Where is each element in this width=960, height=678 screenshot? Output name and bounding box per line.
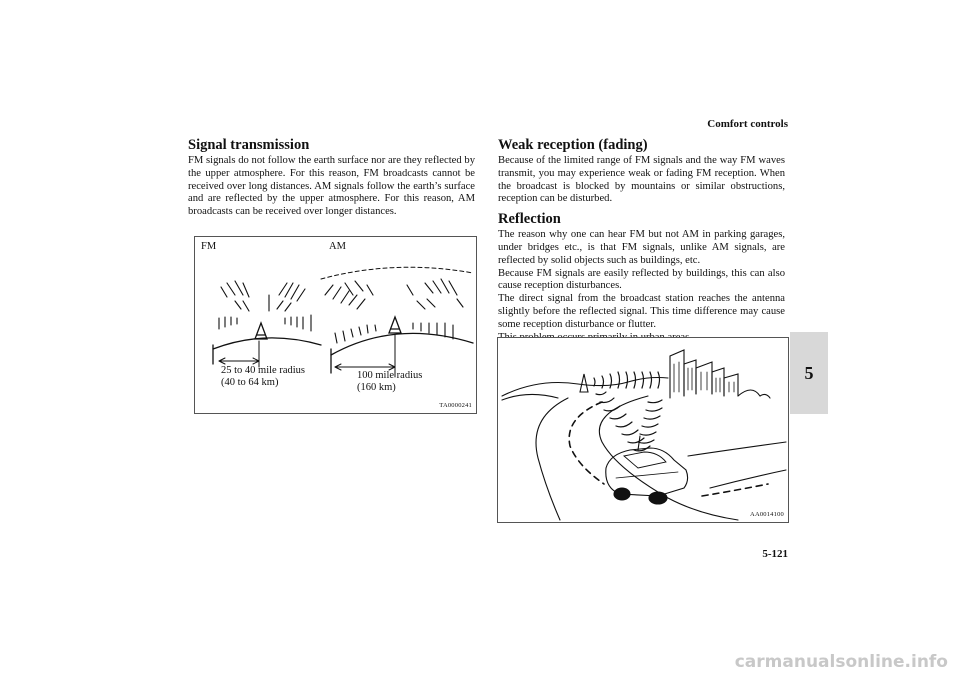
weak-reception-text: Because of the limited range of FM signals and the way FM waves transmit, you may experience weak or fading FM reception. When the broadcast is blocked by mountains or similar obstructions, reception can be disturbed. [498,155,785,205]
weak-reception-heading: Weak reception (fading) [498,137,648,153]
page-number: 5-121 [762,548,788,560]
fm-radius-label [221,365,305,389]
reflection-text-3: The direct signal from the broadcast station reaches the antenna slightly before the reflected signal. This time difference may cause some reception disturbance or flutter. [498,293,785,330]
signal-transmission-heading: Signal transmission [188,137,310,153]
section-header: Comfort controls [707,118,788,130]
chapter-tab: 5 [790,332,828,414]
reflection-text-2: Because FM signals are easily reflected by buildings, this can also cause reception disturbances. [498,267,785,292]
reflection-illustration [498,338,788,522]
fm-radius-km: (40 to 64 km) [221,377,279,388]
reflection-heading: Reflection [498,211,561,228]
figure2-code: AA0014100 [750,511,784,518]
am-radius-label [357,370,422,394]
am-radius-miles: 100 mile radius [357,370,423,381]
right-column [498,137,785,344]
reflection-text-1: The reason why one can hear FM but not AM in parking garages, under bridges etc., is that FM signals, unlike AM signals, are reflected by solid objects such as buildings, etc. [498,229,785,266]
left-column [188,137,475,219]
watermark: carmanualsonline.info [734,652,948,672]
reflection-figure [497,337,789,523]
fm-am-range-figure [194,236,477,414]
fm-radius-miles: 25 to 40 mile radius [221,365,305,376]
am-radius-km: (160 km) [357,382,396,393]
figure1-code: TA0000241 [439,402,472,409]
signal-transmission-text: FM signals do not follow the earth surface nor are they reflected by the upper atmosphere. For this reason, FM broadcasts cannot be received over long distances. AM signals follow the earth’s surface and are reflected by the upper atmosphere. For this reason, AM broadcasts can be received over longer distances. [188,155,475,218]
am-label: AM [329,241,346,252]
fm-label: FM [201,241,217,252]
